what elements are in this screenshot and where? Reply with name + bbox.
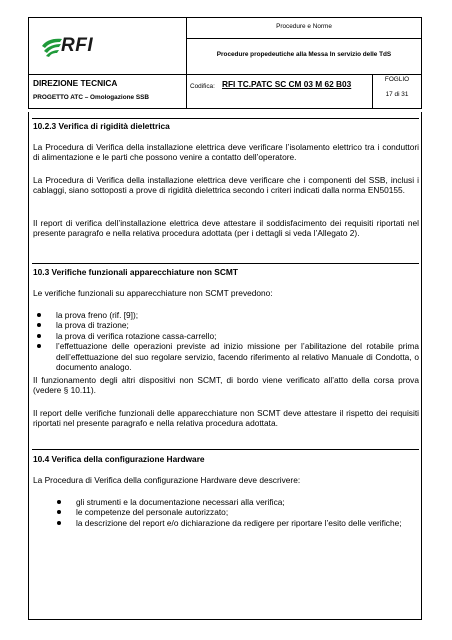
list-item-text: la descrizione del report e/o dichiarazione da redigere per riportare l’esito delle verifiche;: [76, 517, 402, 528]
bullet-icon: [37, 334, 41, 338]
header-category: Procedure e Norme: [276, 23, 332, 30]
list-item: [53, 507, 419, 517]
header-procedure-title: Procedure propedeutiche alla Messa In servizio delle TdS: [216, 51, 392, 58]
header-border-right: [421, 17, 422, 109]
section-divider: [32, 118, 419, 119]
page-frame-right: [421, 112, 422, 620]
paragraph: La Procedura di Verifica della configurazione Hardware deve descrivere:: [33, 475, 301, 485]
header-sheet-label: FOGLIO: [384, 76, 410, 83]
header-border-top: [28, 17, 422, 18]
header-code-value: RFI TC.PATC SC CM 03 M 62 B03: [222, 79, 352, 89]
paragraph: La Procedura di Verifica della installazione elettrica deve verificare che i componenti del SSB, inclusi i cablaggi, siano sottoposti a prove di rigidità dielettrica secondo i criteri indicati dalla norma EN50155.: [33, 175, 419, 196]
list-item-text: gli strumenti e la documentazione necessari alla verifica;: [76, 497, 285, 507]
rfi-logo: [40, 34, 100, 60]
header-divider-row2: [28, 74, 422, 75]
page-frame-left: [28, 112, 29, 620]
bullet-icon: [37, 313, 41, 317]
list-item-text: le competenze del personale autorizzato;: [76, 507, 229, 518]
bullet-icon: [57, 521, 61, 525]
rfi-logo-text: RFI: [61, 35, 94, 56]
paragraph: Il funzionamento degli altri dispositivi non SCMT, di bordo viene verificato all’atto della corsa prova (vedere § 10.11).: [33, 375, 419, 396]
section-title-10-3: 10.3 Verifiche funzionali apparecchiature non SCMT: [33, 267, 238, 277]
section-divider: [32, 263, 419, 264]
header-border-bottom: [28, 108, 422, 109]
list-item-text: l’effettuazione delle operazioni previste ad inizio missione per l’abilitazione del rotabile prima dell’effettuazione del suo regolare servizio, facendo riferimento al relativo Manuale di Condotta, o documento analogo.: [56, 341, 419, 373]
list-item-text: la prova di verifica rotazione cassa-carrello;: [56, 330, 217, 341]
list-item-text: la prova di trazione;: [56, 320, 129, 331]
bullet-list: [53, 497, 419, 528]
bullet-icon: [57, 500, 61, 504]
list-item-text: la prova freno (rif. [9]);: [56, 310, 139, 320]
list-item: [33, 331, 419, 341]
paragraph: La Procedura di Verifica della installazione elettrica deve verificare l’isolamento elettrico tra i conduttori di alimentazione e le parti che possono venire a contatto dell’operatore.: [33, 142, 419, 163]
header-border-left: [28, 17, 29, 109]
list-item: [53, 518, 419, 528]
bullet-list: [33, 310, 419, 372]
page-frame-bottom: [28, 619, 422, 620]
header-direction: DIREZIONE TECNICA: [33, 78, 118, 88]
paragraph: Il report delle verifiche funzionali delle apparecchiature non SCMT deve attestare il rispetto dei requisiti riportati nel presente paragrafo e nella relativa procedura adottata.: [33, 408, 419, 429]
paragraph: Il report di verifica dell’installazione elettrica deve attestare il soddisfacimento dei requisiti riportati nel presente paragrafo e nella relativa procedura adottata (per i dettagli si veda l’Allegato 2).: [33, 218, 419, 239]
header-divider-code: [186, 74, 187, 109]
list-item: [33, 320, 419, 330]
header-code-label: Codifica:: [190, 83, 215, 90]
paragraph: Le verifiche funzionali su apparecchiature non SCMT prevedono:: [33, 288, 273, 298]
list-item: [33, 310, 419, 320]
bullet-icon: [37, 344, 41, 348]
section-title-10-2-3: 10.2.3 Verifica di rigidità dielettrica: [33, 121, 170, 131]
list-item: [53, 497, 419, 507]
header-sheet-value: 17 di 31: [385, 91, 409, 98]
bullet-icon: [57, 510, 61, 514]
bullet-icon: [37, 323, 41, 327]
section-title-10-4: 10.4 Verifica della configurazione Hardware: [33, 454, 205, 464]
list-item: [33, 341, 419, 372]
header-divider-row1: [186, 38, 422, 39]
header-project: PROGETTO ATC – Omologazione SSB: [33, 94, 149, 101]
section-divider: [32, 449, 419, 450]
